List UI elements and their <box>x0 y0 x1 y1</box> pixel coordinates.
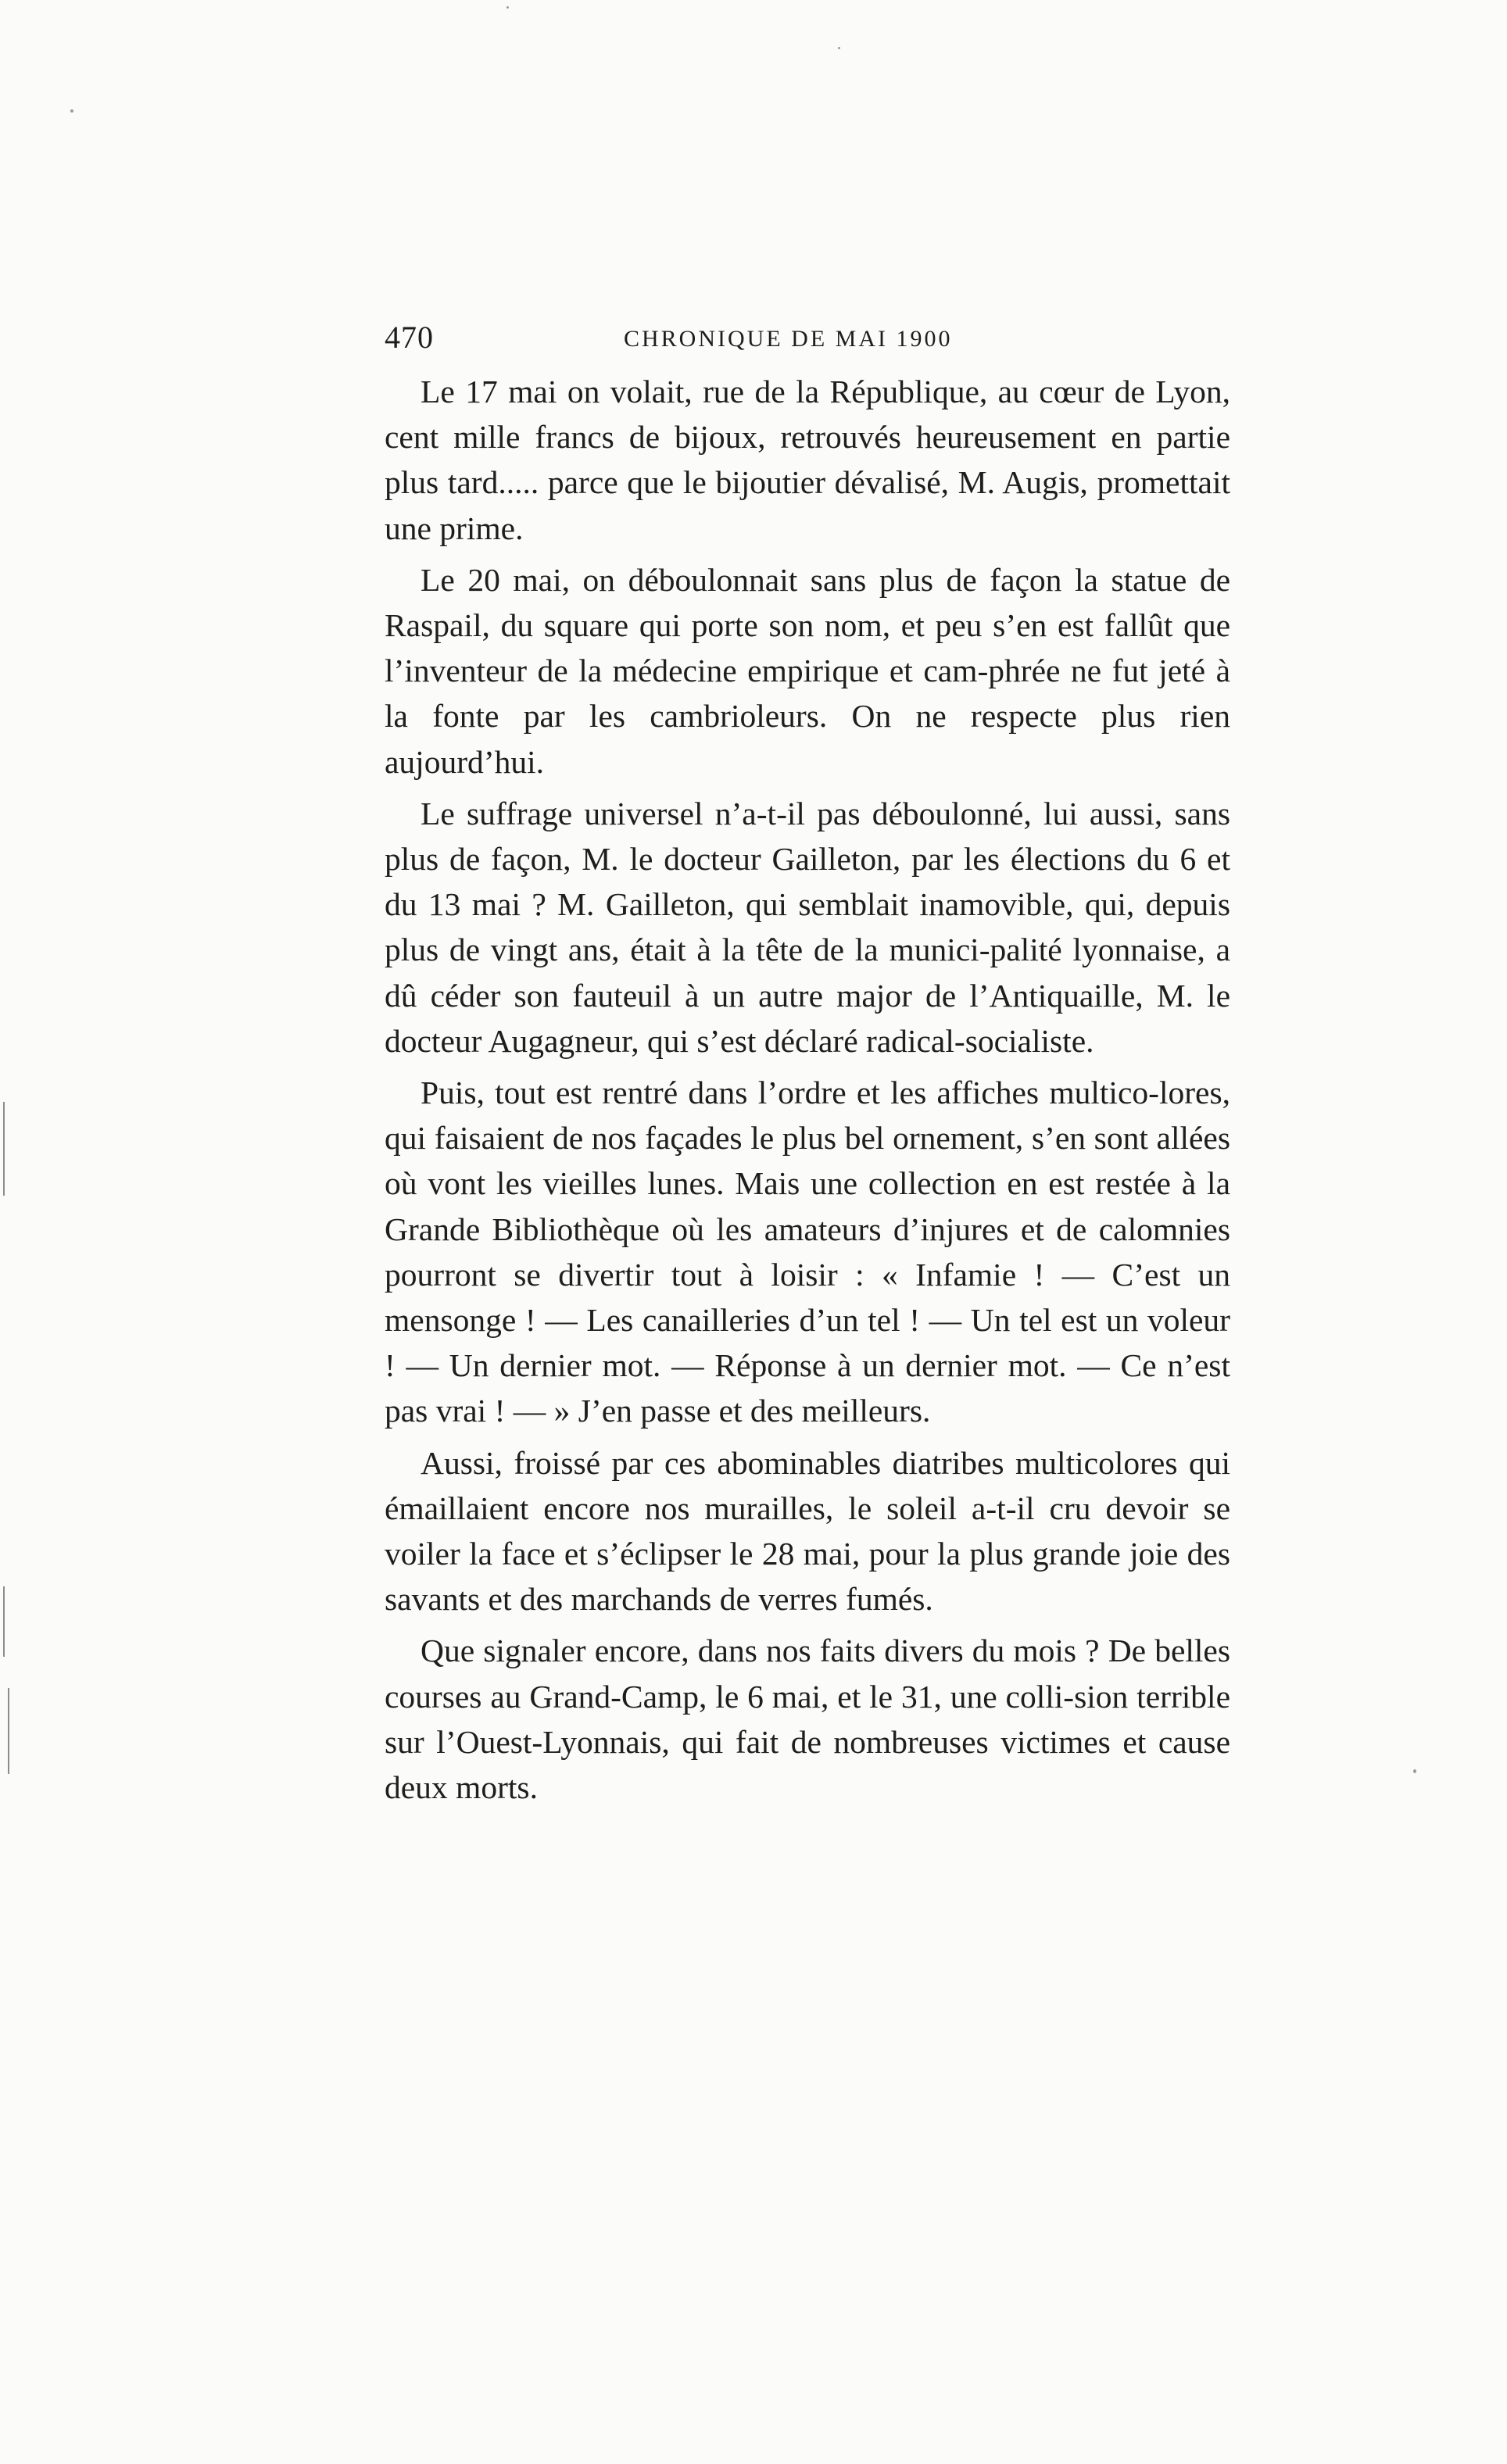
paragraph: Puis, tout est rentré dans l’ordre et les affiches multico-lores, qui faisaient de nos façades le plus bel ornement, s’en sont allées où vont les vieilles lunes. Mais une collection en est restée à la Grande Bibliothèque où les amateurs d’injures et de calomnies pourront se divertir tout à loisir : « Infamie ! — C’est un mensonge ! — Les canailleries d’un tel ! — Un tel est un voleur ! — Un dernier mot. — Réponse à un dernier mot. — Ce n’est pas vrai ! — » J’en passe et des meilleurs. <box>385 1075 1230 1429</box>
body-text <box>385 369 1230 1816</box>
paragraph: Le 17 mai on volait, rue de la République, au cœur de Lyon, cent mille francs de bijoux, retrouvés heureusement en partie plus tard..... parce que le bijoutier dévalisé, M. Augis, promettait une prime. <box>385 374 1230 546</box>
scan-speck <box>1413 1769 1416 1773</box>
scan-speck <box>70 109 73 113</box>
scan-speck <box>838 47 840 49</box>
page-number: 470 <box>385 320 434 355</box>
scan-speck <box>507 6 509 9</box>
scan-margin-mark <box>8 1688 9 1774</box>
paragraph: Le suffrage universel n’a-t-il pas déboulonné, lui aussi, sans plus de façon, M. le docteur Gailleton, par les élections du 6 et du 13 mai ? M. Gailleton, qui semblait inamovible, qui, depuis plus de vingt ans, était à la tête de la munici-palité lyonnaise, a dû céder son fauteuil à un autre major de l’Antiquaille, M. le docteur Augagneur, qui s’est déclaré radical-socialiste. <box>385 795 1230 1059</box>
running-head <box>385 314 1237 361</box>
scan-margin-mark <box>3 1586 5 1657</box>
paragraph: Le 20 mai, on déboulonnait sans plus de façon la statue de Raspail, du square qui porte son nom, et peu s’en est fallût que l’inventeur de la médecine empirique et cam-phrée ne fut jeté à la fonte par les cambrioleurs. On ne respecte plus rien aujourd’hui. <box>385 561 1230 780</box>
paragraph: Aussi, froissé par ces abominables diatribes multicolores qui émaillaient encore nos murailles, le soleil a-t-il cru devoir se voiler la face et s’éclipser le 28 mai, pour la plus grande joie des savants et des marchands de verres fumés. <box>385 1444 1230 1618</box>
scan-margin-mark <box>3 1102 5 1196</box>
running-title: CHRONIQUE DE MAI 1900 <box>624 326 953 352</box>
paragraph: Que signaler encore, dans nos faits divers du mois ? De belles courses au Grand-Camp, le 6 mai, et le 31, une colli-sion terrible sur l’Ouest-Lyonnais, qui fait de nombreuses victimes et cause deux morts. <box>385 1633 1230 1806</box>
